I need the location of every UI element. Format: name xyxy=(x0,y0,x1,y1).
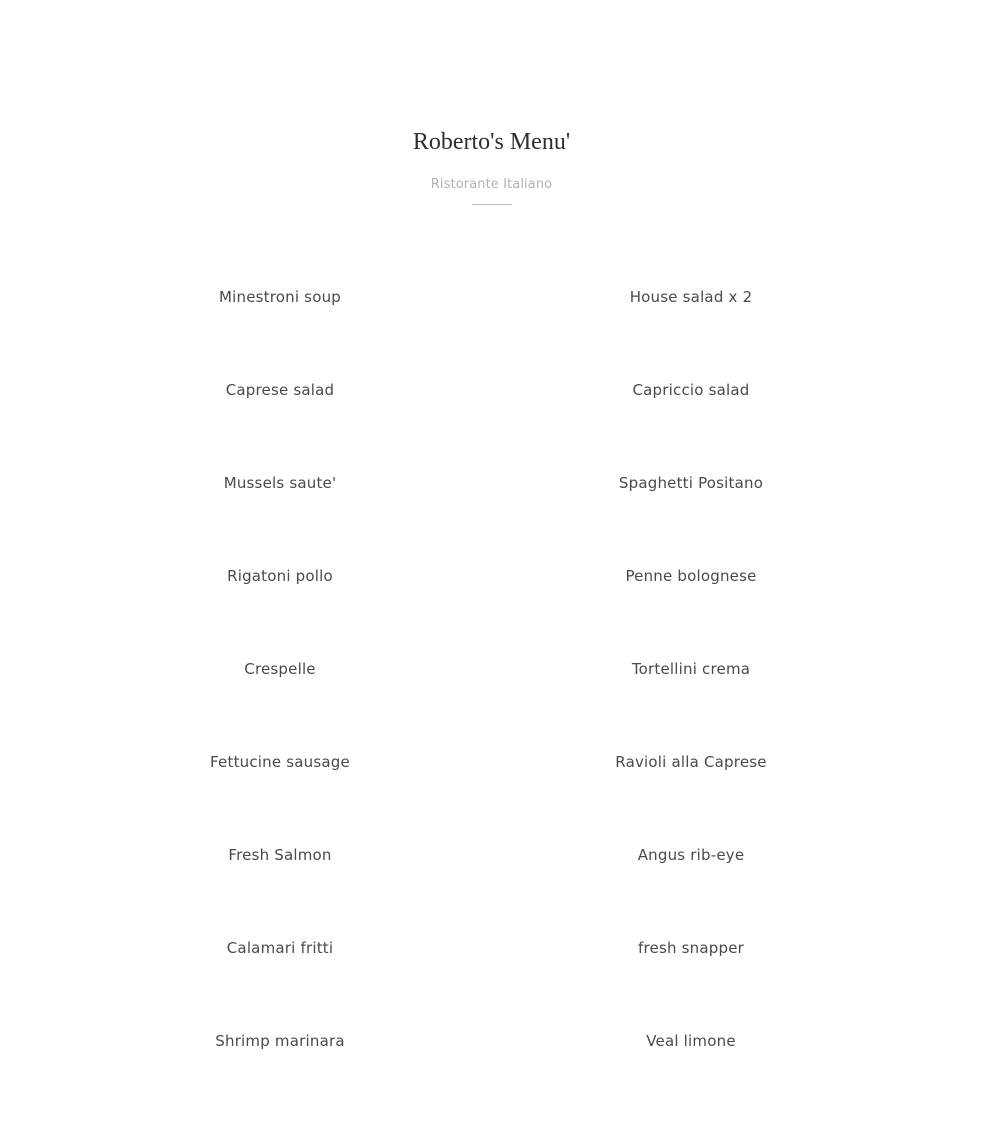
menu-item: Minestroni soup xyxy=(218,288,342,306)
title-divider xyxy=(472,204,512,205)
menu-row xyxy=(0,286,983,379)
menu-item: Capriccio salad xyxy=(632,381,750,399)
menu-item: Caprese salad xyxy=(225,381,335,399)
menu-list xyxy=(0,286,983,1123)
menu-item: Fresh Salmon xyxy=(228,846,332,864)
menu-item: Tortellini crema xyxy=(631,660,751,678)
page-subtitle: Ristorante Italiano xyxy=(430,177,553,192)
menu-item: House salad x 2 xyxy=(629,288,753,306)
menu-item: Spaghetti Positano xyxy=(618,474,764,492)
menu-item: Rigatoni pollo xyxy=(227,567,333,585)
menu-item: Ravioli alla Caprese xyxy=(615,753,767,771)
menu-item: fresh snapper xyxy=(638,939,744,957)
menu-item: Crespelle xyxy=(244,660,316,678)
menu-header xyxy=(0,126,983,205)
menu-item: Angus rib-eye xyxy=(637,846,745,864)
menu-row xyxy=(0,472,983,565)
menu-row xyxy=(0,937,983,1030)
menu-item: Mussels saute' xyxy=(223,474,337,492)
menu-row xyxy=(0,565,983,658)
menu-row xyxy=(0,658,983,751)
menu-row xyxy=(0,844,983,937)
menu-row xyxy=(0,1030,983,1123)
page-title: Roberto's Menu' xyxy=(412,129,571,155)
menu-item: Calamari fritti xyxy=(226,939,334,957)
menu-row xyxy=(0,751,983,844)
menu-item: Shrimp marinara xyxy=(215,1032,345,1050)
menu-item: Fettucine sausage xyxy=(210,753,350,771)
menu-item: Veal limone xyxy=(646,1032,736,1050)
menu-row xyxy=(0,379,983,472)
menu-item: Penne bolognese xyxy=(625,567,757,585)
